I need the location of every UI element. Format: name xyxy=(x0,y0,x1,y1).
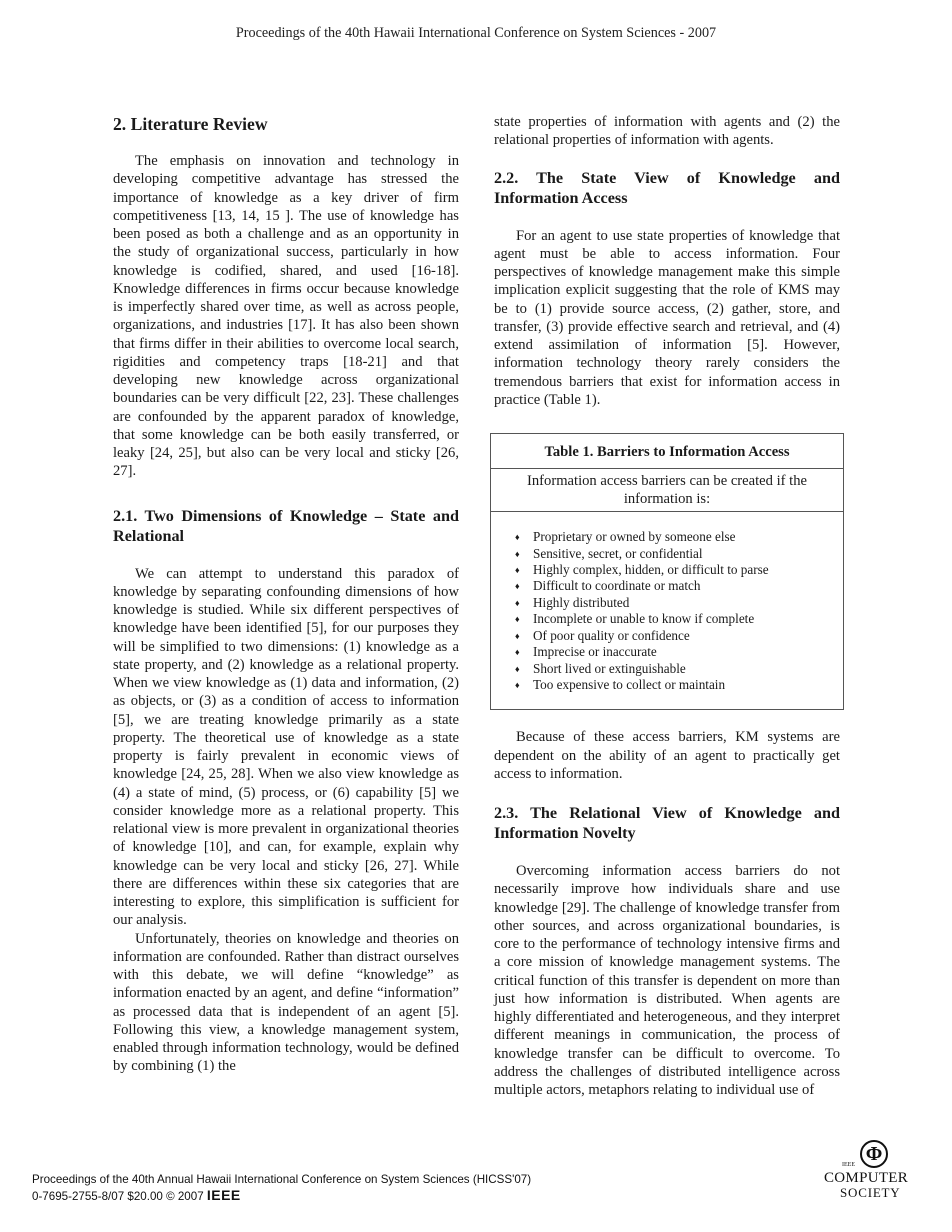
phi-icon: Φ xyxy=(860,1140,888,1168)
left-column xyxy=(113,113,459,1076)
right-column xyxy=(494,113,840,1099)
paragraph: For an agent to use state properties of knowledge that agent must be able to access information. Four perspectives of knowledge management make this simple implication explicit suggesting that the role of KMS may be to (1) provide source access, (2) gather, store, and transfer, (3) provide effective search and retrieval, and (4) extend assimilation of information [5]. However, information technology theory rarely considers the tremendous barriers that exist for information access in practice (Table 1). xyxy=(494,227,840,408)
diamond-bullet-icon: ♦ xyxy=(515,663,520,674)
diamond-bullet-icon: ♦ xyxy=(515,548,520,559)
paragraph: Overcoming information access barriers do not necessarily improve how individuals share and use knowledge [29]. The challenge of knowledge transfer from other sources, and across organizational boundaries, is core to the performance of technology intensive firms and a core mission of knowledge management systems. The critical function of this transfer is dependent on more than just how information is distributed. When agents are highly differentiated and heterogeneous, and they interpret different meanings in communication, the process of knowledge transfer can be difficult to overcome. To address the challenges of distributed intelligence across multiple actors, metaphors relating to individual use of xyxy=(494,863,840,1099)
subsection-title-2-3: 2.3. The Relational View of Knowledge and Information Novelty xyxy=(494,804,840,843)
diamond-bullet-icon: ♦ xyxy=(515,647,520,658)
paragraph: Because of these access barriers, KM systems are dependent on the ability of an agent to practically get access to information. xyxy=(494,729,840,782)
footer-copyright-line: 0-7695-2755-8/07 $20.00 © 2007 IEEE xyxy=(32,1186,241,1203)
list-item: ♦ Short lived or extinguishable xyxy=(515,660,686,676)
paragraph: The emphasis on innovation and technology in developing competitive advantage has stressed the importance of knowledge as a key driver of firm competitiveness [13, 14, 15 ]. The use of knowledge has been posed as both a challenge and as an opportunity in the study of organizational success, particularly in how knowledge is codified, shared, and used [16-18]. Knowledge differences in firms occur because knowledge is imperfectly shared over time, as well as across people, organizations, and industries [17]. It has also been shown that firms differ in their abilities to overcome local search, rigidities and competency traps [18-21] and that developing new knowledge across organizational boundaries can be very difficult [22, 23]. These challenges are confounded by the apparent paradox of knowledge, that some knowledge can be both easily transferred, or leaky [24, 25], but also can be very local and sticky [26, 27]. xyxy=(113,153,459,480)
barrier-list xyxy=(491,512,843,709)
table-caption: Table 1. Barriers to Information Access xyxy=(491,434,843,469)
list-item: ♦ Of poor quality or confidence xyxy=(515,627,690,643)
diamond-bullet-icon: ♦ xyxy=(515,565,520,576)
computer-society-logo xyxy=(822,1140,922,1210)
running-head: Proceedings of the 40th Hawaii International Conference on System Sciences - 2007 xyxy=(235,25,717,41)
logo-ieee-text: IEEE xyxy=(842,1162,855,1168)
list-item: ♦ Sensitive, secret, or confidential xyxy=(515,545,703,561)
ieee-logo: IEEE xyxy=(206,1186,241,1203)
paragraph: We can attempt to understand this paradox of knowledge by separating confounding dimensions of how knowledge is studied. While six different perspectives of knowledge have been identified [5], for our purposes they will be simplified to two dimensions: (1) knowledge as a state property, and (2) knowledge as a relational property. When we view knowledge as (1) data and information, (2) as objects, or (3) as a condition of access to information [5], we are treating knowledge primarily as a state property. The theoretical use of knowledge as a state property is fairly prevalent in economic views of knowledge [24, 25, 28]. When we also view knowledge as (4) a state of mind, (5) process, or (6) capability [5] we consider knowledge more as a relational property. This relational view is more prevalent in organizational theories of knowledge [10], and can, for example, explain why knowledge can be very local and sticky [26, 27]. While there are differences within these six categories that are interesting to explore, this simplification is sufficient for our analysis. xyxy=(113,565,459,929)
list-item: ♦ Proprietary or owned by someone else xyxy=(515,529,736,545)
diamond-bullet-icon: ♦ xyxy=(515,679,520,690)
section-title-literature-review: 2. Literature Review xyxy=(113,114,268,134)
diamond-bullet-icon: ♦ xyxy=(515,581,520,592)
paragraph-continued: state properties of information with agents and (2) the relational properties of information with agents. xyxy=(494,114,840,149)
diamond-bullet-icon: ♦ xyxy=(515,630,520,641)
logo-society-text: SOCIETY xyxy=(840,1185,901,1200)
table-description: Information access barriers can be created if the information is: xyxy=(491,469,843,512)
page-footer xyxy=(32,1173,531,1204)
table-1 xyxy=(490,433,844,710)
diamond-bullet-icon: ♦ xyxy=(515,614,520,625)
paragraph: Unfortunately, theories on knowledge and theories on information are confounded. Rather than distract ourselves with this debate, we will define “knowledge” as information enacted by an agent, and define “information” as processed data that is independent of an agent [5]. Following this view, a knowledge management system, enabled through information technology, would be defined by combining (1) the xyxy=(113,930,459,1075)
logo-computer-text: COMPUTER xyxy=(824,1170,909,1186)
subsection-title-2-1: 2.1. Two Dimensions of Knowledge – State and Relational xyxy=(113,506,459,545)
list-item: ♦ Imprecise or inaccurate xyxy=(515,644,657,660)
subsection-title-2-2: 2.2. The State View of Knowledge and Information Access xyxy=(494,168,840,207)
list-item: ♦ Difficult to coordinate or match xyxy=(515,578,701,594)
diamond-bullet-icon: ♦ xyxy=(515,597,520,608)
list-item: ♦ Highly distributed xyxy=(515,594,630,610)
diamond-bullet-icon: ♦ xyxy=(515,532,520,543)
list-item: ♦ Incomplete or unable to know if complete xyxy=(515,611,755,627)
list-item: ♦ Too expensive to collect or maintain xyxy=(515,676,726,692)
footer-proceedings-line: Proceedings of the 40th Annual Hawaii International Conference on System Sciences (HICSS'07) xyxy=(32,1173,532,1186)
list-item: ♦ Highly complex, hidden, or difficult to parse xyxy=(515,562,769,578)
